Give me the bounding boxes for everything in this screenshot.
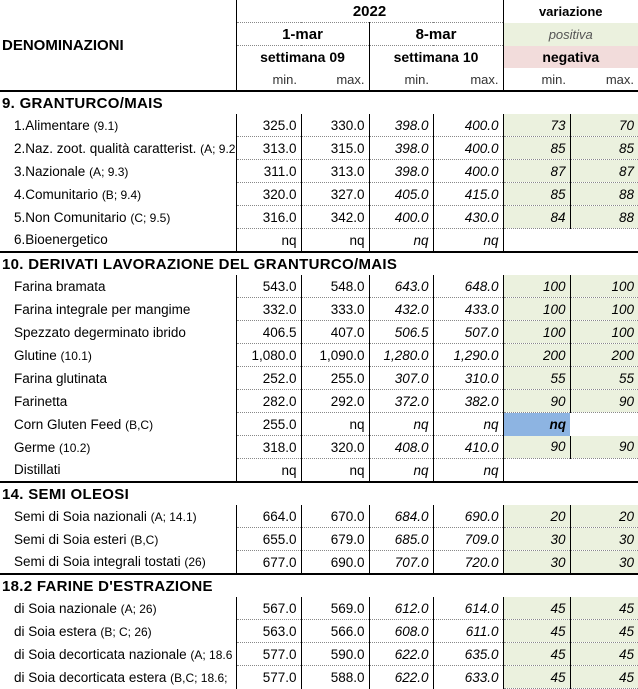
week2-min-value: 398.0 (369, 160, 433, 183)
week1-min-value: 1,080.0 (236, 344, 301, 367)
week1-min-value: 325.0 (236, 114, 301, 137)
product-note: (10.2) (59, 440, 91, 455)
product-name-cell (0, 137, 236, 160)
week1-max-value: 566.0 (301, 620, 369, 643)
product-name: Semi di Soia nazionali (14, 508, 147, 524)
week2-min-value: 643.0 (369, 275, 433, 298)
week2-min-value: 408.0 (369, 436, 433, 459)
product-note: (B,C) (130, 532, 159, 547)
variation-max-value: 200 (570, 344, 638, 367)
col-min: min. (369, 68, 433, 91)
product-name-cell (0, 413, 236, 436)
table-row (0, 160, 638, 183)
variation-min-value: 85 (503, 137, 570, 160)
col-min: min. (236, 68, 301, 91)
week2-min-value: 1,280.0 (369, 344, 433, 367)
week2-max-value: 410.0 (433, 436, 503, 459)
product-name-cell (0, 114, 236, 137)
variation-min-value: 90 (503, 390, 570, 413)
variation-min-value (503, 229, 570, 253)
product-note: (26) (184, 555, 206, 570)
week2-max-value: 433.0 (433, 298, 503, 321)
product-name-cell (0, 321, 236, 344)
week2-max-value: 507.0 (433, 321, 503, 344)
week1-min-value: 577.0 (236, 643, 301, 666)
product-name-cell (0, 229, 236, 253)
col-min: min. (503, 68, 570, 91)
product-name-cell (0, 459, 236, 483)
negative-label: negativa (503, 46, 638, 69)
variation-max-value (570, 459, 638, 483)
week2-min-value: 684.0 (369, 505, 433, 528)
variation-max-value: 100 (570, 275, 638, 298)
week2-min-value: 432.0 (369, 298, 433, 321)
product-note: (A; 26) (120, 601, 157, 616)
week1-max-value: nq (301, 229, 369, 253)
week2-min-value: 707.0 (369, 551, 433, 575)
week2-max-value: nq (433, 459, 503, 483)
variation-max-value: 45 (570, 597, 638, 620)
product-note: (C; 9.5) (130, 210, 171, 225)
product-name-cell (0, 390, 236, 413)
table-row (0, 505, 638, 528)
week2-max-value: 415.0 (433, 183, 503, 206)
product-name: Semi di Soia integrali tostati (14, 554, 181, 570)
week1-max-value: 327.0 (301, 183, 369, 206)
variation-max-value: 30 (570, 528, 638, 551)
variation-max-value: 87 (570, 160, 638, 183)
week1-min-value: 577.0 (236, 666, 301, 689)
product-note: (10.1) (60, 348, 92, 363)
product-name-cell (0, 183, 236, 206)
variation-max-value: 88 (570, 206, 638, 229)
week1-min-value: 664.0 (236, 505, 301, 528)
product-note: (A; 14.1) (150, 509, 197, 524)
product-note: (B,C; 18.6; (170, 670, 228, 685)
variation-max-value: 100 (570, 298, 638, 321)
table-row (0, 436, 638, 459)
col-max: max. (301, 68, 369, 91)
table-row (0, 321, 638, 344)
week1-min-value: nq (236, 229, 301, 253)
week2-max-value: 430.0 (433, 206, 503, 229)
week1-min-value: nq (236, 459, 301, 483)
week2-min-value: 405.0 (369, 183, 433, 206)
date1-header: 1-mar (236, 23, 369, 46)
product-name: 1.Alimentare (14, 117, 90, 133)
week1-max-value: 588.0 (301, 666, 369, 689)
week2-max-value: 310.0 (433, 367, 503, 390)
variation-min-value: 55 (503, 367, 570, 390)
variation-max-value: 45 (570, 666, 638, 689)
product-note: (B; 9.4) (101, 187, 142, 202)
week2-max-value: 633.0 (433, 666, 503, 689)
week1-min-value: 252.0 (236, 367, 301, 390)
product-note: (B,C) (125, 417, 154, 432)
variation-max-value: 45 (570, 643, 638, 666)
variation-min-value: 45 (503, 597, 570, 620)
week1-min-value: 655.0 (236, 528, 301, 551)
section-title: 18.2 FARINE D'ESTRAZIONE (0, 574, 638, 597)
week2-min-value: 398.0 (369, 114, 433, 137)
week2-max-value: 720.0 (433, 551, 503, 575)
week2-min-value: 400.0 (369, 206, 433, 229)
week1-max-value: 315.0 (301, 137, 369, 160)
week1-max-value: 320.0 (301, 436, 369, 459)
section-title: 14. SEMI OLEOSI (0, 482, 638, 505)
table-row (0, 597, 638, 620)
variation-min-value: 90 (503, 436, 570, 459)
week1-min-value: 543.0 (236, 275, 301, 298)
product-note: (A; 9.2 (200, 141, 236, 156)
product-name: 5.Non Comunitario (14, 209, 127, 225)
variation-max-value: 30 (570, 551, 638, 575)
product-name-cell (0, 666, 236, 689)
product-name: 4.Comunitario (14, 186, 99, 202)
product-name-cell (0, 505, 236, 528)
table-row (0, 620, 638, 643)
variation-max-value (570, 413, 638, 436)
week2-max-value: 635.0 (433, 643, 503, 666)
table-row (0, 367, 638, 390)
product-name: 2.Naz. zoot. qualità caratterist. (14, 140, 197, 156)
week1-max-value: 679.0 (301, 528, 369, 551)
col-max: max. (433, 68, 503, 91)
variation-max-value: 90 (570, 390, 638, 413)
variation-min-value: 85 (503, 183, 570, 206)
week2-max-value: 648.0 (433, 275, 503, 298)
variation-min-value: 73 (503, 114, 570, 137)
variation-min-value: 100 (503, 321, 570, 344)
week2-max-value: 400.0 (433, 160, 503, 183)
product-name: 6.Bioenergetico (14, 232, 108, 248)
product-name-cell (0, 528, 236, 551)
variation-min-value: 100 (503, 298, 570, 321)
week1-max-value: 313.0 (301, 160, 369, 183)
product-name: Semi di Soia esteri (14, 531, 127, 547)
week1-min-value: 313.0 (236, 137, 301, 160)
section-header-row (0, 252, 638, 275)
variation-min-value: 45 (503, 620, 570, 643)
variation-max-value: 55 (570, 367, 638, 390)
variation-max-value: 20 (570, 505, 638, 528)
variation-min-value (503, 459, 570, 483)
week2-header: settimana 10 (369, 46, 503, 69)
week1-max-value: 330.0 (301, 114, 369, 137)
variation-min-value: 45 (503, 666, 570, 689)
week2-min-value: 372.0 (369, 390, 433, 413)
week2-min-value: 506.5 (369, 321, 433, 344)
product-name: di Soia decorticata estera (14, 669, 167, 685)
variation-max-value: 90 (570, 436, 638, 459)
week1-max-value: 407.0 (301, 321, 369, 344)
week1-max-value: 255.0 (301, 367, 369, 390)
table-row (0, 298, 638, 321)
week2-min-value: 685.0 (369, 528, 433, 551)
product-name-cell (0, 551, 236, 575)
week1-max-value: 670.0 (301, 505, 369, 528)
product-name: Farina glutinata (14, 370, 108, 386)
date2-header: 8-mar (369, 23, 503, 46)
week1-max-value: nq (301, 413, 369, 436)
variation-min-value: 200 (503, 344, 570, 367)
product-name: Corn Gluten Feed (14, 416, 122, 432)
week1-max-value: 569.0 (301, 597, 369, 620)
product-note: (9.1) (93, 118, 119, 133)
product-name: di Soia estera (14, 623, 97, 639)
variation-header: variazione (538, 3, 603, 19)
week1-max-value: nq (301, 459, 369, 483)
section-title: 10. DERIVATI LAVORAZIONE DEL GRANTURCO/MAIS (0, 252, 638, 275)
week2-min-value: nq (369, 413, 433, 436)
product-name: Glutine (14, 347, 57, 363)
header-blank (0, 0, 236, 23)
product-name-cell (0, 436, 236, 459)
product-note: (B; C; 26) (100, 624, 152, 639)
table-row (0, 551, 638, 575)
variation-min-value: 30 (503, 551, 570, 575)
week2-max-value: 400.0 (433, 114, 503, 137)
table-row (0, 344, 638, 367)
week1-max-value: 333.0 (301, 298, 369, 321)
variation-max-value: 88 (570, 183, 638, 206)
table-row (0, 114, 638, 137)
table-row (0, 413, 638, 436)
week1-max-value: 590.0 (301, 643, 369, 666)
section-title: 9. GRANTURCO/MAIS (0, 91, 638, 114)
variation-min-value: 87 (503, 160, 570, 183)
week1-min-value: 406.5 (236, 321, 301, 344)
week2-min-value: 622.0 (369, 666, 433, 689)
variation-max-value: 70 (570, 114, 638, 137)
product-name-cell (0, 643, 236, 666)
variation-max-value: 100 (570, 321, 638, 344)
week1-max-value: 292.0 (301, 390, 369, 413)
table-row (0, 390, 638, 413)
product-name: Farina integrale per mangime (14, 301, 191, 317)
product-name: Spezzato degerminato ibrido (14, 324, 186, 340)
variation-max-value (570, 229, 638, 253)
variation-min-value: 100 (503, 275, 570, 298)
variation-min-value: 45 (503, 643, 570, 666)
table-row (0, 137, 638, 160)
header-blank (0, 68, 236, 91)
week1-min-value: 563.0 (236, 620, 301, 643)
denominazioni-header: DENOMINAZIONI (2, 36, 124, 54)
table-header (0, 0, 638, 91)
week2-max-value: nq (433, 413, 503, 436)
week1-max-value: 548.0 (301, 275, 369, 298)
table-row (0, 183, 638, 206)
variation-min-value: 84 (503, 206, 570, 229)
week1-max-value: 342.0 (301, 206, 369, 229)
week1-max-value: 690.0 (301, 551, 369, 575)
week1-min-value: 567.0 (236, 597, 301, 620)
table-row (0, 666, 638, 689)
section-header-row (0, 91, 638, 114)
variation-min-value: 30 (503, 528, 570, 551)
week1-min-value: 320.0 (236, 183, 301, 206)
product-name: di Soia decorticata nazionale (14, 646, 187, 662)
week2-min-value: nq (369, 459, 433, 483)
product-name-cell (0, 298, 236, 321)
table-row (0, 206, 638, 229)
week2-min-value: 398.0 (369, 137, 433, 160)
week2-max-value: 614.0 (433, 597, 503, 620)
week2-max-value: 1,290.0 (433, 344, 503, 367)
product-name-cell (0, 160, 236, 183)
week2-max-value: 709.0 (433, 528, 503, 551)
col-max: max. (570, 68, 638, 91)
week2-max-value: nq (433, 229, 503, 253)
week1-min-value: 311.0 (236, 160, 301, 183)
table-row (0, 643, 638, 666)
variation-max-value: 45 (570, 620, 638, 643)
product-name: Distillati (14, 462, 61, 478)
week1-min-value: 677.0 (236, 551, 301, 575)
table-row (0, 275, 638, 298)
product-name: Farina bramata (14, 278, 106, 294)
product-name-cell (0, 275, 236, 298)
product-note: (A; 18.6 (190, 647, 233, 662)
product-note: (A; 9.3) (89, 164, 129, 179)
week2-min-value: 307.0 (369, 367, 433, 390)
product-name: Germe (14, 439, 56, 455)
table-row (0, 229, 638, 253)
week2-max-value: 611.0 (433, 620, 503, 643)
table-row (0, 459, 638, 483)
table-row (0, 528, 638, 551)
week2-min-value: 608.0 (369, 620, 433, 643)
product-name: di Soia nazionale (14, 600, 117, 616)
week2-min-value: 622.0 (369, 643, 433, 666)
table-body (0, 91, 638, 689)
product-name-cell (0, 597, 236, 620)
week1-max-value: 1,090.0 (301, 344, 369, 367)
variation-min-value: nq (503, 413, 570, 436)
year-header: 2022 (236, 0, 503, 23)
week1-min-value: 318.0 (236, 436, 301, 459)
product-name-cell (0, 620, 236, 643)
section-header-row (0, 574, 638, 597)
product-name-cell (0, 367, 236, 390)
variation-min-value: 20 (503, 505, 570, 528)
product-name: 3.Nazionale (14, 163, 86, 179)
week1-min-value: 255.0 (236, 413, 301, 436)
week2-max-value: 690.0 (433, 505, 503, 528)
week1-min-value: 282.0 (236, 390, 301, 413)
product-name-cell (0, 344, 236, 367)
week1-min-value: 332.0 (236, 298, 301, 321)
product-name: Farinetta (14, 393, 68, 409)
week2-max-value: 400.0 (433, 137, 503, 160)
variation-max-value: 85 (570, 137, 638, 160)
positive-label: positiva (503, 23, 638, 46)
week2-max-value: 382.0 (433, 390, 503, 413)
week1-header: settimana 09 (236, 46, 369, 69)
section-header-row (0, 482, 638, 505)
week1-min-value: 316.0 (236, 206, 301, 229)
week2-min-value: nq (369, 229, 433, 253)
product-name-cell (0, 206, 236, 229)
week2-min-value: 612.0 (369, 597, 433, 620)
